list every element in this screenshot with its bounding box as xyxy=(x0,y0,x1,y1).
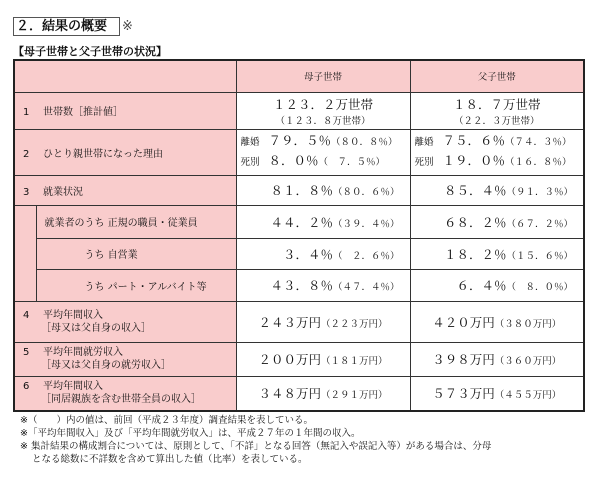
mother-value xyxy=(236,205,410,238)
row-label-text: 平均年間就労収入 xyxy=(43,347,123,358)
footnotes xyxy=(20,414,491,466)
mother-value xyxy=(236,175,410,205)
father-value xyxy=(410,205,584,238)
row-label xyxy=(14,175,236,205)
previous-value: （４５５万円） xyxy=(494,390,562,402)
table-row xyxy=(14,92,584,129)
value: ８５．４％ xyxy=(443,183,507,198)
row-label: 就業者のうち 正規の職員・従業員 xyxy=(36,205,236,238)
father-value xyxy=(410,129,584,175)
reason-key: 死別 xyxy=(240,157,260,168)
value: ７９．５％ xyxy=(268,133,332,148)
row-label xyxy=(14,342,236,376)
row-label xyxy=(14,92,236,129)
value: １８．２％ xyxy=(443,246,507,262)
reason-key: 離婚 xyxy=(414,137,434,148)
previous-value: （７４．３％） xyxy=(505,137,572,148)
header-blank xyxy=(14,60,236,92)
mother-value xyxy=(236,129,410,175)
value: ８．０％ xyxy=(268,153,319,168)
value: ２４３万円 xyxy=(258,314,321,330)
reason-line xyxy=(237,152,410,172)
section-title-text: ２．結果の概要 xyxy=(13,17,120,36)
previous-value: （３６０万円） xyxy=(494,356,562,367)
previous-value: （８０．６％） xyxy=(332,187,400,198)
row-label: うち パート・アルバイト等 xyxy=(36,269,236,301)
father-value xyxy=(410,269,584,301)
footnote: ※ 集計結果の構成割合については、原則として、「不詳」となる回答（無記入や誤記入等）がある場合は、分母 xyxy=(20,441,492,452)
value: ２００万円 xyxy=(258,352,321,367)
previous-value: （２２３万円） xyxy=(321,318,388,330)
previous-value: （４７．４％） xyxy=(332,282,400,293)
value: ４３．８％ xyxy=(270,278,333,293)
father-value xyxy=(410,342,584,376)
header-row xyxy=(14,60,584,92)
table-row xyxy=(14,238,584,269)
reason-key: 死別 xyxy=(414,157,434,168)
footnote: ※（ ）内の値は、前回（平成２３年度）調査結果を表している。 xyxy=(20,415,313,426)
row-number: 5 xyxy=(23,347,30,358)
row-label-text: 平均年間収入 xyxy=(43,381,103,393)
table-caption: 【母子世帯と父子世帯の状況】 xyxy=(13,45,167,58)
previous-value: （９１．３％） xyxy=(506,187,573,198)
row-label-text: 平均年間収入 xyxy=(43,309,103,321)
mother-value xyxy=(236,238,410,269)
footnote: ※「平均年間収入」及び「平均年間就労収入」は、平成２７年の１年間の収入。 xyxy=(20,428,361,439)
row-number: 3 xyxy=(23,186,30,198)
previous-value: （１５．６％） xyxy=(506,250,573,262)
previous-value: （ ７．５％） xyxy=(318,157,386,168)
previous-value: （３８０万円） xyxy=(494,318,562,330)
value: １８．７万世帯 xyxy=(452,96,541,112)
footnote-continuation: となる総数に不詳数を含めて算出した値（比率）を表している。 xyxy=(32,454,308,465)
row-number: 6 xyxy=(23,381,30,393)
mother-value xyxy=(236,376,410,411)
indent-cell xyxy=(14,205,36,301)
value: ４４．２％ xyxy=(270,214,333,230)
previous-value: （６７．２％） xyxy=(506,218,573,230)
section-title xyxy=(13,17,133,35)
previous-value: （８０．８％） xyxy=(331,137,398,148)
table-row xyxy=(14,376,584,411)
value: ４２０万円 xyxy=(432,314,495,330)
father-value xyxy=(410,301,584,342)
previous-value: （３９．４％） xyxy=(332,218,400,230)
row-sublabel: ［母又は父自身の収入］ xyxy=(41,322,151,334)
father-value xyxy=(410,238,584,269)
reason-key: 離婚 xyxy=(240,137,260,148)
value: １２３．２万世帯 xyxy=(272,96,373,112)
row-label-text: 就業状況 xyxy=(43,186,83,198)
section-title-mark: ※ xyxy=(122,18,133,34)
summary-table xyxy=(13,59,585,412)
father-value xyxy=(410,175,584,205)
row-label: うち 自営業 xyxy=(36,238,236,269)
value: ７５．６％ xyxy=(442,133,506,148)
previous-value: （２９１万円） xyxy=(321,390,388,402)
row-label-text: 世帯数［推計値］ xyxy=(43,107,123,118)
value: ３４８万円 xyxy=(258,386,321,402)
row-label xyxy=(14,129,236,175)
row-number: 4 xyxy=(23,309,30,321)
previous-value: （１８１万円） xyxy=(321,356,388,367)
mother-value xyxy=(236,301,410,342)
previous-value: （１２３．８万世帯） xyxy=(275,115,371,127)
mother-value xyxy=(236,342,410,376)
header-father: 父子世帯 xyxy=(410,60,584,92)
value: ５７３万円 xyxy=(432,386,495,402)
previous-value: （２２．３万世帯） xyxy=(453,115,540,127)
table-row xyxy=(14,175,584,205)
father-value xyxy=(410,92,584,129)
row-number: 2 xyxy=(23,148,30,160)
row-number: 1 xyxy=(23,107,30,118)
mother-value xyxy=(236,269,410,301)
table-row xyxy=(14,342,584,376)
table-row xyxy=(14,205,584,238)
previous-value: （ ８．０％） xyxy=(506,282,573,293)
reason-line xyxy=(411,132,584,152)
row-label-text: ひとり親世帯になった理由 xyxy=(43,148,163,160)
row-label xyxy=(14,301,236,342)
value: １９．０％ xyxy=(442,153,506,168)
reason-line xyxy=(411,152,584,172)
row-sublabel: ［同居親族を含む世帯全員の収入］ xyxy=(41,394,201,406)
row-sublabel: ［母又は父自身の就労収入］ xyxy=(41,360,171,371)
father-value xyxy=(410,376,584,411)
table-row xyxy=(14,129,584,175)
value: ６８．２％ xyxy=(443,214,507,230)
row-label xyxy=(14,376,236,411)
mother-value xyxy=(236,92,410,129)
reason-line xyxy=(237,132,410,152)
table-row xyxy=(14,301,584,342)
previous-value: （ ２．６％） xyxy=(332,250,400,262)
value: ８１．８％ xyxy=(270,183,333,198)
value: ３９８万円 xyxy=(432,352,495,367)
table-row xyxy=(14,269,584,301)
previous-value: （１６．８％） xyxy=(505,157,572,168)
value: ６．４％ xyxy=(456,278,507,293)
value: ３．４％ xyxy=(282,246,333,262)
header-mother: 母子世帯 xyxy=(236,60,410,92)
